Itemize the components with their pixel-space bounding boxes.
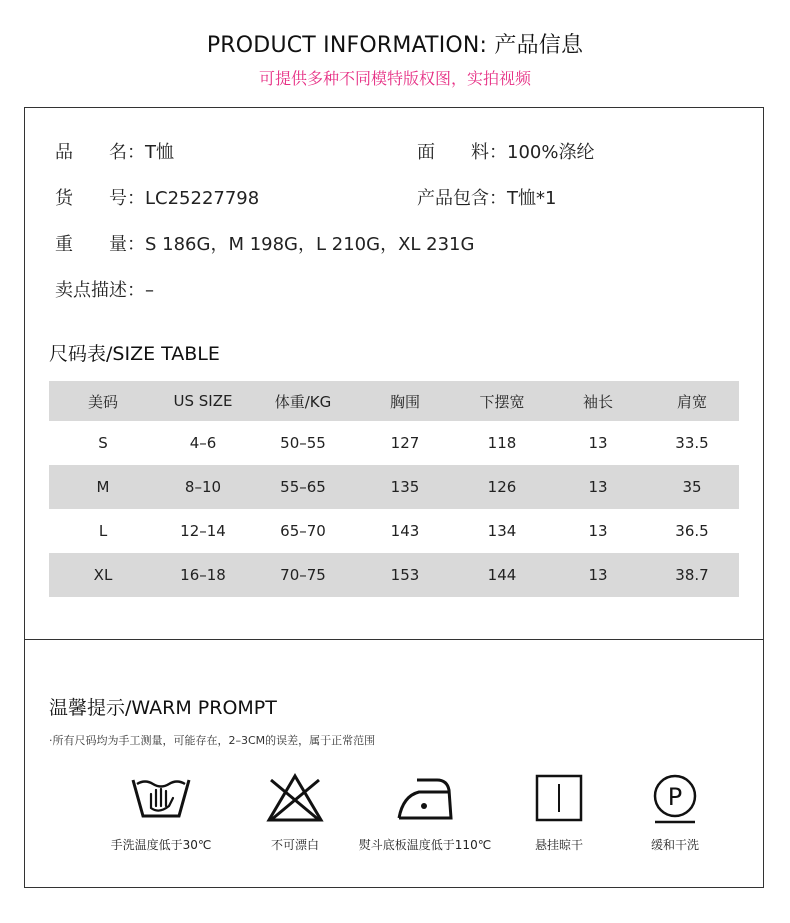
care-item-hand-wash — [91, 770, 231, 853]
care-item-iron — [355, 770, 495, 853]
table-cell: 13 — [588, 566, 608, 584]
table-cell: 65–70 — [280, 522, 326, 540]
table-cell: 13 — [588, 478, 608, 496]
care-label: 悬挂晾干 — [534, 838, 583, 852]
info-package-value: T恤*1 — [507, 188, 557, 209]
care-label: 缓和干洗 — [650, 838, 699, 852]
size-table-header-row — [49, 381, 739, 421]
size-table-header: US SIZE — [173, 392, 233, 410]
table-cell: 118 — [487, 434, 517, 452]
measurement-note: ·所有尺码均为手工测量，可能存在，2–3CM的误差，属于正常范围 — [49, 734, 376, 747]
info-package — [417, 184, 556, 210]
no-bleach-icon — [263, 770, 327, 826]
size-table — [49, 381, 739, 597]
hand-wash-icon — [129, 770, 193, 826]
table-cell: S — [98, 434, 108, 452]
info-weight-label: 重 量： — [55, 234, 145, 255]
gentle-dry-clean-icon — [643, 770, 707, 826]
page-title: PRODUCT INFORMATION: 产品信息 — [206, 33, 584, 58]
info-package-label: 产品包含： — [417, 188, 507, 209]
table-cell: 12–14 — [180, 522, 226, 540]
table-cell: 16–18 — [180, 566, 226, 584]
table-cell: 8–10 — [184, 478, 222, 496]
table-cell: 144 — [487, 566, 517, 584]
info-fabric-label: 面 料： — [417, 142, 507, 163]
table-cell: 35 — [682, 478, 702, 496]
table-cell: M — [96, 478, 110, 496]
product-info-panel — [24, 107, 764, 640]
info-weight-value: S 186G，M 198G，L 210G，XL 231G — [145, 234, 475, 255]
table-cell: 13 — [588, 434, 608, 452]
table-cell: 135 — [390, 478, 420, 496]
table-row — [49, 465, 739, 509]
table-cell: 143 — [390, 522, 420, 540]
table-cell: 55–65 — [280, 478, 326, 496]
care-item-no-bleach — [225, 770, 365, 853]
size-table-header: 美码 — [87, 392, 118, 411]
info-item-no — [55, 184, 259, 210]
size-table-header: 肩宽 — [676, 392, 707, 411]
table-cell: 127 — [390, 434, 420, 452]
warm-prompt-panel — [24, 639, 764, 888]
info-item-value: LC25227798 — [145, 188, 260, 209]
size-table-header: 袖长 — [582, 392, 613, 411]
table-cell: L — [98, 522, 108, 540]
iron-icon — [393, 770, 457, 826]
size-table-header: 下摆宽 — [479, 392, 525, 411]
info-name — [55, 138, 174, 164]
table-cell: 126 — [487, 478, 517, 496]
svg-text:P: P — [667, 783, 683, 811]
care-label: 手洗温度低于30℃ — [110, 838, 212, 852]
info-item-label: 货 号： — [55, 188, 145, 209]
table-cell: 4–6 — [189, 434, 217, 452]
table-cell: XL — [93, 566, 113, 584]
table-cell: 38.7 — [675, 566, 709, 584]
page-subtitle: 可提供多种不同模特版权图，实拍视频 — [258, 69, 531, 88]
info-name-label: 品 名： — [55, 142, 145, 163]
info-fabric-value: 100%涤纶 — [507, 142, 595, 163]
warm-prompt-title: 温馨提示/WARM PROMPT — [49, 697, 277, 719]
info-weight — [55, 230, 474, 256]
size-table-header: 体重/KG — [274, 392, 332, 411]
care-label: 熨斗底板温度低于110℃ — [358, 838, 492, 852]
care-label: 不可漂白 — [270, 838, 319, 852]
info-selling-label: 卖点描述： — [55, 280, 145, 301]
table-cell: 33.5 — [675, 434, 709, 452]
table-row — [49, 553, 739, 597]
size-table-title: 尺码表/SIZE TABLE — [49, 343, 220, 365]
line-dry-icon — [527, 770, 591, 826]
info-selling-value: – — [145, 280, 154, 301]
table-row — [49, 421, 739, 465]
info-name-value: T恤 — [145, 142, 174, 163]
info-fabric — [417, 138, 594, 164]
table-cell: 70–75 — [280, 566, 326, 584]
table-row — [49, 509, 739, 553]
size-table-header: 胸围 — [389, 392, 420, 411]
table-cell: 36.5 — [675, 522, 709, 540]
table-cell: 153 — [390, 566, 420, 584]
table-cell: 13 — [588, 522, 608, 540]
care-item-gentle-dry-clean — [605, 770, 745, 853]
info-selling-points — [55, 276, 154, 302]
table-cell: 134 — [487, 522, 517, 540]
table-cell: 50–55 — [280, 434, 326, 452]
